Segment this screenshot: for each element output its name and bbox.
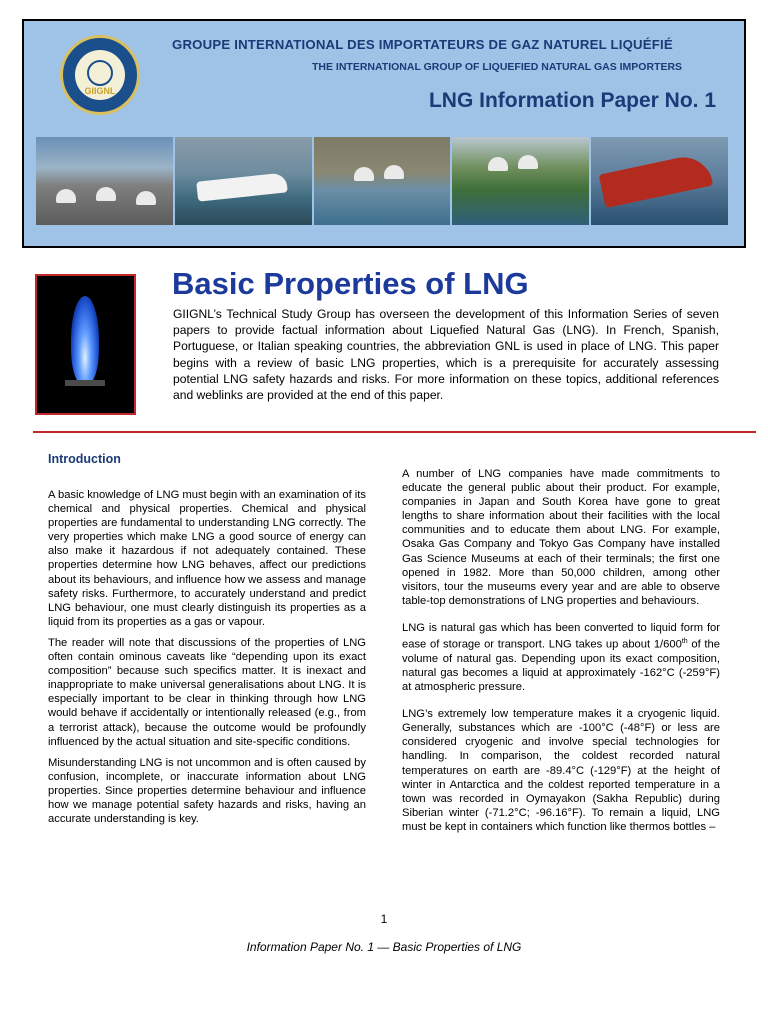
page-footer: Information Paper No. 1 — Basic Properties of LNG — [246, 940, 522, 954]
logo-text: GIIGNL — [84, 86, 116, 96]
right-column — [402, 467, 720, 847]
photo-lng-carrier — [175, 137, 314, 225]
left-column — [48, 488, 366, 833]
section-heading: Introduction — [48, 452, 121, 466]
tank-shape — [354, 167, 374, 181]
body-paragraph: The reader will note that discussions of the properties of LNG often contain ominous caveats like “depending upon its exact composition” because such specifics matter. It is inexact and inappropriate to make universal generalisations about LNG. It is especially important to be clear in thinking through how LNG would behave if accidentally or intentionally released (e.g., from a terrorist attack), because the outcome would be profoundly influenced by the actual situation and site-specific conditions. — [48, 636, 366, 748]
tank-shape — [56, 189, 76, 203]
body-paragraph: A basic knowledge of LNG must begin with an examination of its chemical and physical properties. Chemical and physical properties are fundamental to understanding LNG correctly. The very properties which make LNG a good source of energy can also make it hazardous if not adequately contained. These properties determine how LNG behaves, affect our predictions about its behaviours, and influence how we assess and manage safety risks. Furthermore, to accurately understand and predict LNG behaviour, one must clearly distinguish its properties as a liquid from its properties as a gas or vapour. — [48, 489, 366, 628]
text-run: LNG is natural gas which has been converted to liquid form for ease of storage or transport. LNG takes up about 1/600 — [402, 621, 720, 651]
tank-shape — [96, 187, 116, 201]
giignl-logo — [60, 35, 140, 115]
intro-paragraph: GIIGNL’s Technical Study Group has overseen the development of this Information Series of seven papers to provide factual information about Liquefied Natural Gas (LNG). In French, Spanish, Portuguese, or Italian speaking countries, the abbreviation GNL is used in place of LNG. This paper begins with a review of basic LNG properties, which is a prerequisite for accurately assessing potential LNG safety hazards and risks. For more information on these topics, additional references and weblinks are provided at the end of this paper. — [173, 307, 719, 403]
flame-icon — [71, 296, 99, 384]
photo-red-tanker — [591, 137, 728, 225]
tank-shape — [136, 191, 156, 205]
photo-aerial-facility — [314, 137, 453, 225]
superscript: th — [681, 638, 688, 646]
gas-flame-image — [35, 274, 136, 415]
page-number: 1 — [380, 912, 388, 926]
photo-strip — [36, 137, 728, 225]
logo-emblem — [75, 50, 125, 100]
header-banner — [22, 19, 746, 248]
body-paragraph: LNG’s extremely low temperature makes it a cryogenic liquid. Generally, substances which are -100°C (-48°F) or less are considered cryogenic and involve special technologies for handling. In comparison, the coldest recorded natural temperatures on earth are -89.4°C (-129°F) at the height of winter in Antarctica and the coldest reported temperature in a town was recorded in Oymayakon (Sakha Republic) during Siberian winter (-71.2°C; -96.16°F). To remain a liquid, LNG must be kept in containers which function like thermos bottles – — [402, 708, 720, 833]
ship-shape — [196, 172, 288, 201]
document-title: Basic Properties of LNG — [172, 266, 529, 301]
tank-shape — [518, 155, 538, 169]
organization-name-english: THE INTERNATIONAL GROUP OF LIQUEFIED NATURAL GAS IMPORTERS — [312, 61, 683, 73]
ship-shape — [599, 152, 714, 208]
body-paragraph: Misunderstanding LNG is not uncommon and is often caused by confusion, incomplete, or inaccurate information about LNG properties. Since properties determine behaviour and influence how we manage potential safety hazards and risks, having an accurate understanding is key. — [48, 756, 366, 826]
tank-shape — [488, 157, 508, 171]
burner-base — [65, 380, 105, 386]
photo-coastal-terminal — [452, 137, 591, 225]
body-paragraph: A number of LNG companies have made commitments to educate the general public about their product. For example, companies in Japan and South Korea have gone to great lengths to share information about their facilities with the local communities and to educate them about LNG. For example, Osaka Gas Company and Tokyo Gas Company have installed Gas Science Museums at each of their terminals; the first one opened in 1982. More than 50,000 children, among other visitors, tour the museums every year and are able to observe table-top demonstrations of LNG properties and behaviours. — [402, 468, 720, 607]
organization-name-french: GROUPE INTERNATIONAL DES IMPORTATEURS DE GAZ NATUREL LIQUÉFIÉ — [172, 37, 673, 52]
section-divider — [33, 431, 756, 433]
text-run: of the volume of natural gas. Depending upon its exact composition, natural gas becomes a liquid at approximately -162°C (-259°F) at atmospheric pressure. — [402, 638, 720, 694]
photo-terminal — [36, 137, 175, 225]
paper-number-label: LNG Information Paper No. 1 — [428, 89, 716, 112]
globe-icon — [87, 60, 113, 86]
body-paragraph — [402, 621, 720, 694]
tank-shape — [384, 165, 404, 179]
